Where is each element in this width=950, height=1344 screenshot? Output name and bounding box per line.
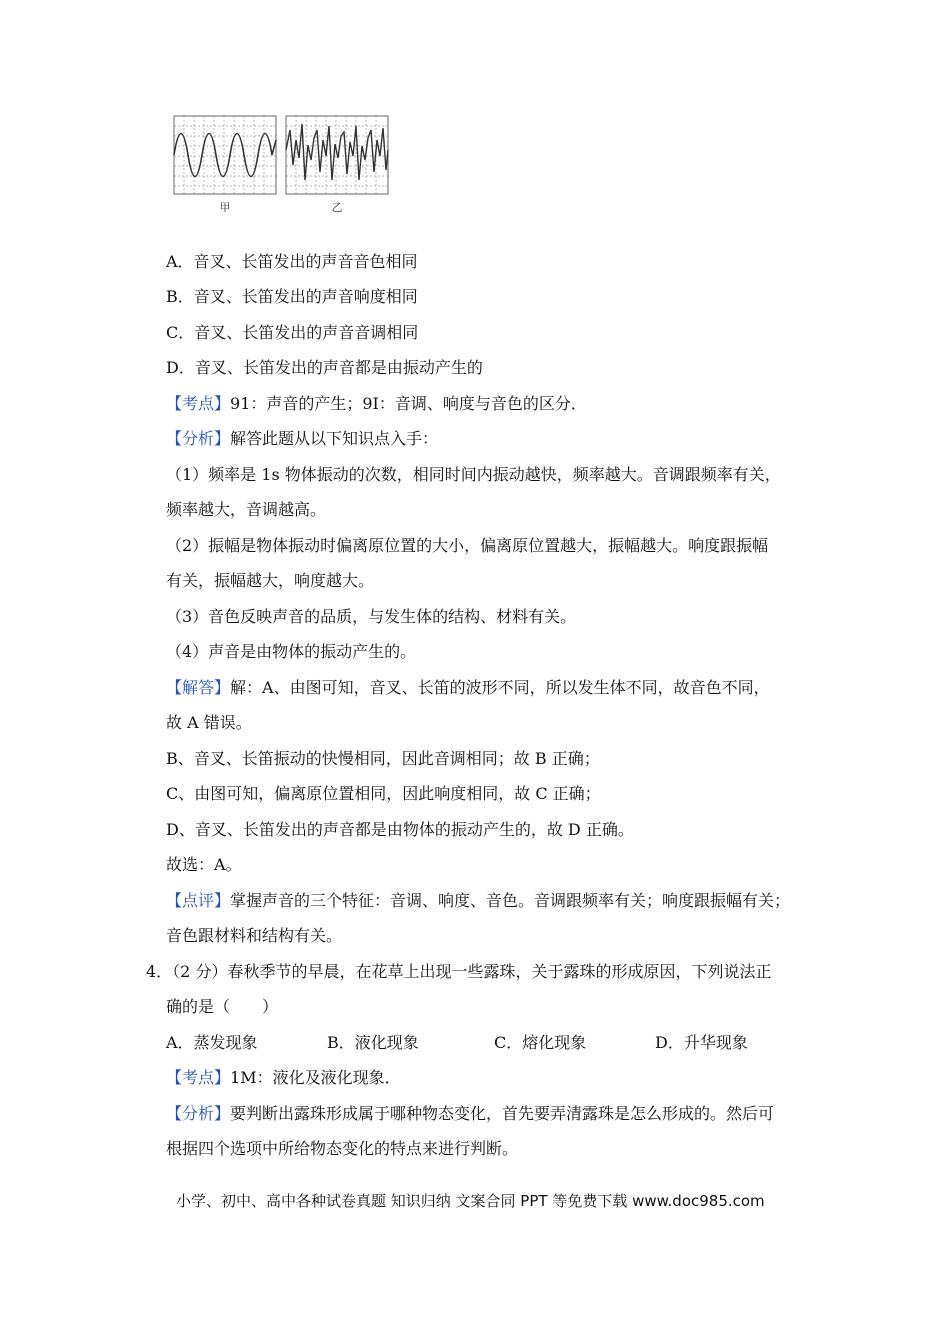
q4-fenxi-text: 要判断出露珠形成属于哪种物态变化，首先要弄清露珠是怎么形成的。然后可 (230, 1104, 775, 1123)
waveform-figure (168, 110, 394, 218)
q3-kaodian (166, 394, 587, 414)
q4-option-b: B．液化现象 (327, 1033, 419, 1052)
q3-jieda-tag: 【解答】 (166, 678, 231, 697)
q4-stem-line-2: 确的是（ ） (166, 997, 279, 1016)
waveform-panel-jia (174, 116, 276, 194)
q4-kaodian (166, 1068, 401, 1088)
q3-fenxi-line-5: （3）音色反映声音的品质，与发生体的结构、材料有关。 (166, 607, 577, 626)
q3-jieda-line-1: 故 A 错误。 (166, 713, 252, 732)
q3-fenxi-line-3: （2）振幅是物体振动时偏离原位置的大小，偏离原位置越大，振幅越大。响度跟振幅 (166, 536, 769, 555)
q3-jieda-text: 解：A、由图可知，音叉、长笛的波形不同，所以发生体不同，故音色不同， (230, 678, 770, 697)
q4-option-d: D．升华现象 (655, 1033, 748, 1052)
q4-kaodian-text: 1M：液化及液化现象． (230, 1068, 401, 1087)
q3-fenxi-line-6: （4）声音是由物体的振动产生的。 (166, 642, 417, 661)
q3-jieda-line-2: B、音叉、长笛振动的快慢相同，因此音调相同；故 B 正确； (166, 749, 600, 768)
page-footer: 小学、初中、高中各种试卷真题 知识归纳 文案合同 PPT 等免费下载 www.doc985.com (176, 1192, 765, 1210)
q3-kaodian-text: 91：声音的产生；9I：音调、响度与音色的区分． (230, 394, 587, 413)
q4-fenxi (166, 1104, 774, 1124)
q3-dianping (166, 891, 790, 911)
q4-option-a: A．蒸发现象 (166, 1033, 258, 1052)
q3-option-c: C．音叉、长笛发出的声音音调相同 (166, 323, 419, 342)
q3-dianping-line-2: 音色跟材料和结构有关。 (166, 926, 343, 945)
figure-label-yi: 乙 (331, 201, 343, 214)
q3-dianping-text: 掌握声音的三个特征：音调、响度、音色。音调跟频率有关；响度跟振幅有关； (230, 891, 791, 910)
q3-fenxi-tag: 【分析】 (166, 429, 231, 448)
figure-label-jia: 甲 (219, 201, 231, 214)
waveform-panel-yi (286, 116, 388, 194)
q3-option-b: B．音叉、长笛发出的声音响度相同 (166, 287, 418, 306)
q3-jieda-line-4: D、音叉、长笛发出的声音都是由物体的振动产生的，故 D 正确。 (166, 820, 634, 839)
q3-option-d: D．音叉、长笛发出的声音都是由振动产生的 (166, 358, 483, 377)
q3-kaodian-tag: 【考点】 (166, 394, 231, 413)
q4-fenxi-line-2: 根据四个选项中所给物态变化的特点来进行判断。 (166, 1139, 519, 1158)
q3-jieda (166, 678, 770, 698)
q3-fenxi-line-4: 有关，振幅越大，响度越大。 (166, 571, 375, 590)
q3-fenxi-line-2: 频率越大，音调越高。 (166, 500, 327, 519)
q4-stem-line-1: 4．（2 分）春秋季节的早晨，在花草上出现一些露珠，关于露珠的形成原因，下列说法正 (146, 962, 772, 981)
q4-kaodian-tag: 【考点】 (166, 1068, 231, 1087)
q3-dianping-tag: 【点评】 (166, 891, 231, 910)
q3-fenxi-line-1: （1）频率是 1s 物体振动的次数，相同时间内振动越快，频率越大。音调跟频率有关， (166, 465, 781, 484)
q3-fenxi (166, 429, 438, 449)
q3-fenxi-text: 解答此题从以下知识点入手： (230, 429, 439, 448)
q4-option-c: C．熔化现象 (494, 1033, 587, 1052)
q4-fenxi-tag: 【分析】 (166, 1104, 231, 1123)
q3-option-a: A．音叉、长笛发出的声音音色相同 (166, 252, 418, 271)
q3-jieda-line-3: C、由图可知，偏离原位置相同，因此响度相同，故 C 正确； (166, 784, 601, 803)
q3-jieda-line-5: 故选：A。 (166, 855, 242, 874)
